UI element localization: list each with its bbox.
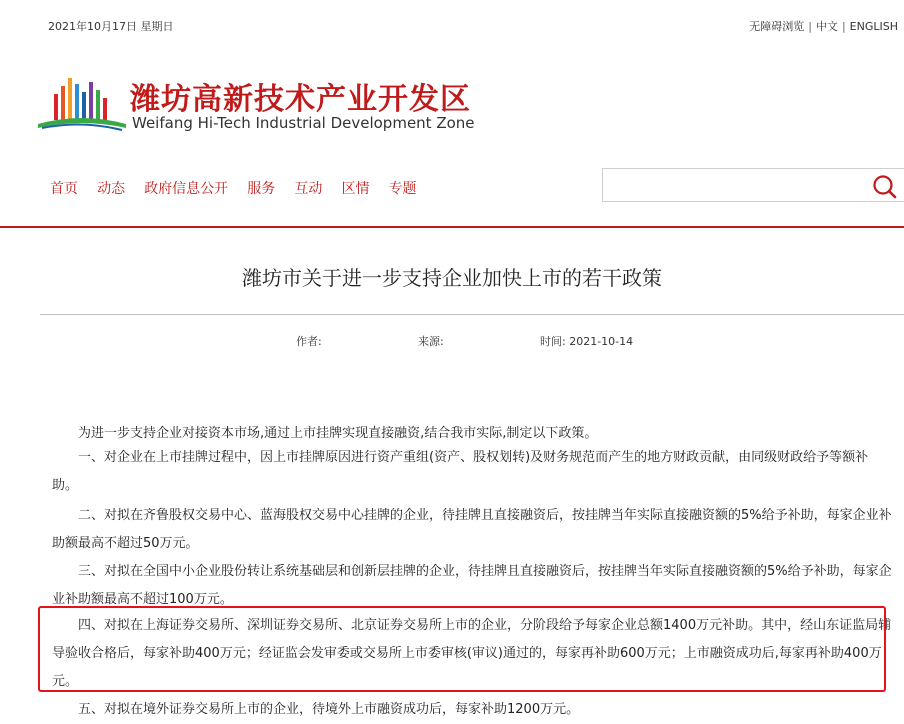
nav-item-news[interactable]: 动态 [97, 181, 126, 197]
site-logo[interactable] [36, 68, 516, 140]
site-name-english: Weifang Hi-Tech Industrial Development Zone [132, 114, 475, 132]
paragraph-2: 二、对拟在齐鲁股权交易中心、蓝海股权交易中心挂牌的企业，待挂牌且直接融资后，按挂牌当年实际直接融资额的5%给予补助，每家企业补助额最高不超过50万元。 [52, 508, 892, 551]
article-source: 来源: [418, 335, 444, 348]
search-input[interactable] [611, 170, 865, 202]
title-divider [40, 314, 904, 315]
separator: | [808, 20, 812, 33]
search-icon[interactable] [871, 173, 897, 199]
english-link[interactable]: ENGLISH [849, 20, 898, 33]
highlight-annotation-box [38, 606, 886, 692]
paragraph-intro: 为进一步支持企业对接资本市场,通过上市挂牌实现直接融资,结合我市实际,制定以下政策。 [78, 426, 598, 441]
search-box [602, 168, 904, 202]
article-title: 潍坊市关于进一步支持企业加快上市的若干政策 [242, 266, 662, 290]
nav-item-district[interactable]: 区情 [341, 181, 370, 197]
building-bars-logo-icon [36, 72, 128, 132]
chinese-link[interactable]: 中文 [815, 20, 838, 33]
article-time: 时间: 2021-10-14 [540, 335, 634, 348]
accessible-browse-link[interactable]: 无障碍浏览 [749, 20, 805, 33]
site-name-chinese: 潍坊高新技术产业开发区 [130, 82, 471, 117]
paragraph-4: 四、对拟在上海证券交易所、深圳证券交易所、北京证券交易所上市的企业，分阶段给予每家企业总额1400万元补助。其中，经山东证监局辅导验收合格后，每家补助400万元；经证监会发审委或交易所上市委审核(审议)通过的，每家再补助600万元；上市融资成功后,每家再补助400万元。 [52, 618, 892, 689]
top-bar [0, 0, 904, 40]
nav-item-interaction[interactable]: 互动 [294, 181, 323, 197]
main-nav [50, 178, 431, 198]
paragraph-1: 一、对企业在上市挂牌过程中，因上市挂牌原因进行资产重组(资产、股权划转)及财务规范而产生的地方财政贡献，由同级财政给予等额补助。 [52, 450, 869, 493]
nav-item-service[interactable]: 服务 [247, 181, 276, 197]
separator: | [841, 20, 846, 33]
nav-item-gov-info[interactable]: 政府信息公开 [144, 181, 229, 197]
article-author: 作者: [296, 335, 322, 348]
current-date: 2021年10月17日 星期日 [48, 20, 174, 33]
nav-item-topics[interactable]: 专题 [388, 181, 417, 197]
top-links [749, 18, 898, 34]
nav-item-home[interactable]: 首页 [50, 181, 78, 197]
header-divider [0, 226, 904, 228]
paragraph-5: 五、对拟在境外证券交易所上市的企业，待境外上市融资成功后，每家补助1200万元。 [78, 702, 580, 717]
paragraph-3: 三、对拟在全国中小企业股份转让系统基础层和创新层挂牌的企业，待挂牌且直接融资后，按挂牌当年实际直接融资额的5%给予补助，每家企业补助额最高不超过100万元。 [52, 564, 892, 607]
